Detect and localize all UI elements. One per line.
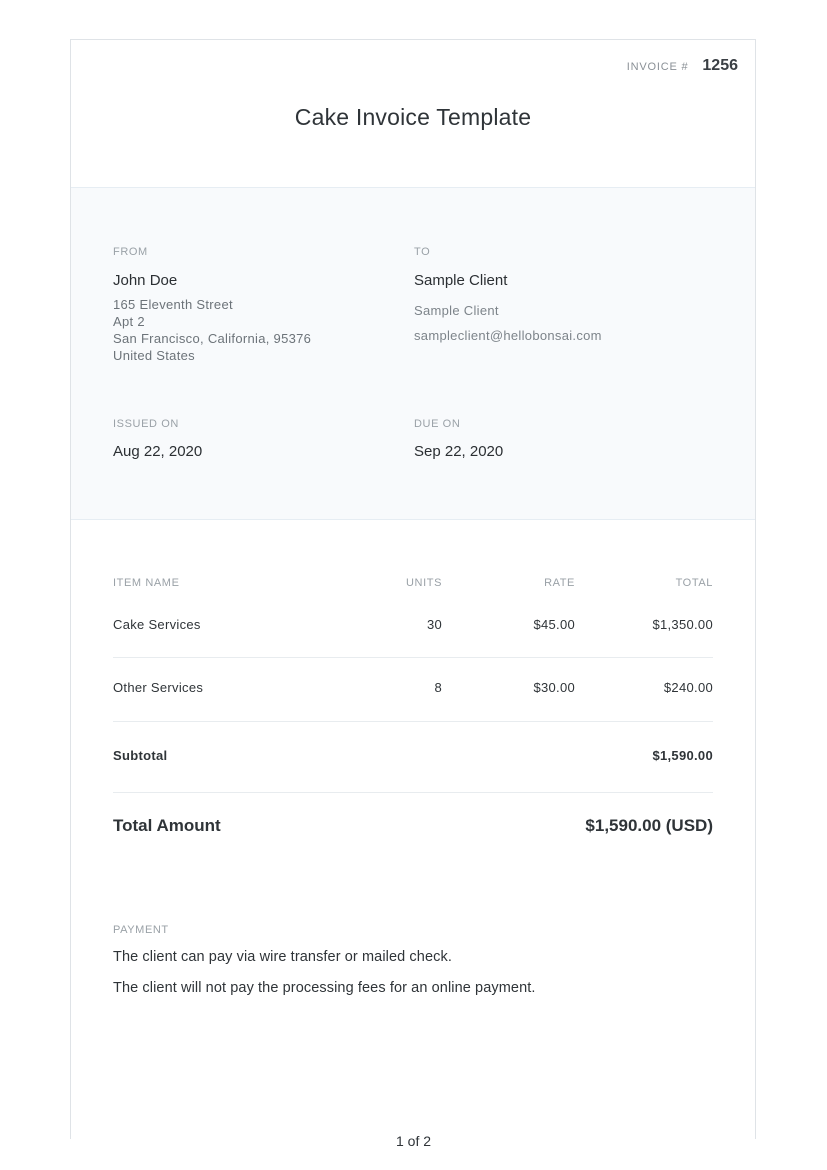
from-address-line: United States xyxy=(113,348,195,363)
parties-section xyxy=(71,188,755,520)
row-total: $1,350.00 xyxy=(652,617,713,632)
due-label: DUE ON xyxy=(414,418,461,430)
issued-block xyxy=(113,418,202,460)
payment-section xyxy=(113,924,713,996)
table-row xyxy=(113,658,713,722)
page-number: 1 of 2 xyxy=(395,1133,432,1149)
invoice-number-value: 1256 xyxy=(702,57,738,74)
subtotal-label: Subtotal xyxy=(113,748,168,763)
total-row xyxy=(113,793,713,859)
from-label: FROM xyxy=(113,246,148,258)
due-block xyxy=(414,418,503,460)
subtotal-value: $1,590.00 xyxy=(652,748,713,763)
table-header xyxy=(113,577,713,597)
row-rate: $30.00 xyxy=(533,680,575,695)
to-email: sampleclient@hellobonsai.com xyxy=(414,328,602,343)
document-title: Cake Invoice Template xyxy=(294,104,532,130)
row-total: $240.00 xyxy=(663,680,713,695)
to-contact: Sample Client xyxy=(414,303,499,318)
row-item-name: Cake Services xyxy=(113,617,201,632)
payment-note: The client can pay via wire transfer or mailed check. xyxy=(113,949,452,965)
row-units: 30 xyxy=(426,617,442,632)
from-address-line: Apt 2 xyxy=(113,314,145,329)
due-date: Sep 22, 2020 xyxy=(414,443,504,460)
to-label: TO xyxy=(414,246,431,258)
header-total: TOTAL xyxy=(675,577,713,589)
total-value: $1,590.00 (USD) xyxy=(585,816,713,835)
issued-label: ISSUED ON xyxy=(113,418,179,430)
payment-label: PAYMENT xyxy=(113,924,169,936)
row-units: 8 xyxy=(434,680,442,695)
from-name: John Doe xyxy=(113,272,178,289)
from-address-line: 165 Eleventh Street xyxy=(113,297,233,312)
row-item-name: Other Services xyxy=(113,680,204,695)
items-table xyxy=(71,577,755,859)
header-item-name: ITEM NAME xyxy=(113,577,180,589)
issued-date: Aug 22, 2020 xyxy=(113,443,203,460)
to-block xyxy=(414,246,714,343)
invoice-number xyxy=(627,57,738,75)
invoice-page xyxy=(70,39,756,1139)
payment-note: The client will not pay the processing fees for an online payment. xyxy=(113,980,536,996)
from-address-line: San Francisco, California, 95376 xyxy=(113,331,312,346)
table-row xyxy=(113,597,713,658)
header-units: UNITS xyxy=(406,577,442,589)
total-label: Total Amount xyxy=(113,816,221,835)
row-rate: $45.00 xyxy=(533,617,575,632)
invoice-header xyxy=(71,40,755,188)
invoice-number-label: INVOICE # xyxy=(626,61,689,73)
to-name: Sample Client xyxy=(414,272,508,289)
subtotal-row xyxy=(113,722,713,793)
from-block xyxy=(113,246,373,364)
header-rate: RATE xyxy=(544,577,575,589)
